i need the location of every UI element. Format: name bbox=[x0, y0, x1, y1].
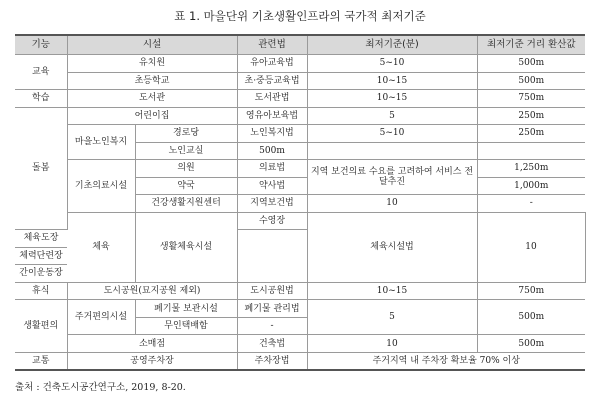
source-note: 출처 : 건축도시공간연구소, 2019, 8-20. bbox=[15, 382, 186, 393]
law-cell: 도서관법 bbox=[237, 90, 307, 108]
function-cell: 생활편의 bbox=[15, 300, 67, 353]
dist-cell: 750m bbox=[477, 90, 585, 108]
min-cell: 10~15 bbox=[307, 90, 477, 108]
dist-cell: 1,250m bbox=[477, 160, 585, 178]
table-row bbox=[15, 55, 585, 73]
function-cell: 돌봄 bbox=[15, 107, 67, 230]
facility-cell: 체력단련장 bbox=[15, 247, 67, 265]
dist-cell: 500m bbox=[477, 335, 585, 353]
table-row bbox=[15, 282, 585, 300]
law-cell: 도시공원법 bbox=[237, 282, 307, 300]
facility-cell: 의원 bbox=[135, 160, 237, 178]
min-cell: 5~10 bbox=[307, 55, 477, 73]
table-row bbox=[15, 212, 585, 230]
table-row bbox=[15, 125, 585, 143]
facility-cell: 유치원 bbox=[67, 55, 237, 73]
law-cell: 의료법 bbox=[237, 160, 307, 178]
facility-cell: 수영장 bbox=[237, 212, 307, 230]
table-row bbox=[15, 90, 585, 108]
min-note-cell: 지역 보건의료 수요를 고려하여 서비스 전달추진 bbox=[307, 160, 477, 195]
law-cell: 노인복지법 bbox=[237, 125, 307, 143]
dist-cell: 1,000m bbox=[477, 177, 585, 195]
law-cell: - bbox=[237, 317, 307, 335]
facility-cell: 노인교실 bbox=[135, 142, 237, 160]
dist-cell: 750m bbox=[477, 282, 585, 300]
law-cell: 주차장법 bbox=[237, 352, 307, 370]
group-cell: 주거편의시설 bbox=[67, 300, 135, 335]
min-cell: 주거지역 내 주차장 확보율 70% 이상 bbox=[307, 352, 585, 370]
header-distance: 최저기준 거리 환산값 bbox=[477, 35, 585, 55]
header-min-standard: 최저기준(분) bbox=[307, 35, 477, 55]
group-cell: 기초의료시설 bbox=[67, 160, 135, 213]
function-cell: 휴식 bbox=[15, 282, 67, 300]
function-cell: 교육 bbox=[15, 55, 67, 90]
min-cell: 5 bbox=[307, 300, 477, 335]
dist-cell bbox=[477, 142, 585, 160]
dist-cell: 500m bbox=[477, 55, 585, 73]
facility-cell: 소매점 bbox=[67, 335, 237, 353]
law-cell: 폐기물 관리법 bbox=[237, 300, 307, 318]
facility-cell: 폐기물 보관시설 bbox=[135, 300, 237, 318]
table-row bbox=[15, 335, 585, 353]
law-cell: 500m bbox=[237, 142, 307, 160]
facility-cell: 무인택배함 bbox=[135, 317, 237, 335]
facility-cell: 초등학교 bbox=[67, 72, 237, 90]
facility-cell: 도서관 bbox=[67, 90, 237, 108]
group-cell: 생활체육시설 bbox=[135, 212, 237, 282]
table-row bbox=[15, 72, 585, 90]
min-cell: 10 bbox=[477, 212, 585, 282]
facility-cell: 체육도장 bbox=[15, 230, 67, 248]
facility-cell: 간이운동장 bbox=[15, 265, 67, 283]
header-function: 기능 bbox=[15, 35, 67, 55]
function-cell: 교통 bbox=[15, 352, 67, 370]
function-cell: 학습 bbox=[15, 90, 67, 108]
group-cell: 마을노인복지 bbox=[67, 125, 135, 160]
dist-cell: 500m bbox=[477, 72, 585, 90]
facility-cell: 경로당 bbox=[135, 125, 237, 143]
table-row bbox=[15, 352, 585, 370]
law-cell: 초·중등교육법 bbox=[237, 72, 307, 90]
min-cell: 10 bbox=[307, 195, 477, 213]
law-cell: 건축법 bbox=[237, 335, 307, 353]
function-cell: 체육 bbox=[67, 212, 135, 282]
dist-cell: 250m bbox=[477, 107, 585, 125]
dist-cell: 500m bbox=[477, 300, 585, 335]
dist-cell: 250m bbox=[477, 125, 585, 143]
min-cell: 10~15 bbox=[307, 72, 477, 90]
law-cell: 약사법 bbox=[237, 177, 307, 195]
min-cell: 5 bbox=[307, 107, 477, 125]
header-facility: 시설 bbox=[67, 35, 237, 55]
table-row bbox=[15, 160, 585, 178]
law-cell: 체육시설법 bbox=[307, 212, 477, 282]
min-cell: 10~15 bbox=[307, 282, 477, 300]
law-cell: 영유아보육법 bbox=[237, 107, 307, 125]
table-title: 표 1. 마을단위 기초생활인프라의 국가적 최저기준 bbox=[174, 9, 426, 23]
dist-cell: - bbox=[477, 195, 585, 213]
min-cell: 5~10 bbox=[307, 125, 477, 143]
facility-cell: 건강생활지원센터 bbox=[135, 195, 237, 213]
min-cell bbox=[307, 142, 477, 160]
min-cell: 10 bbox=[307, 335, 477, 353]
infrastructure-table bbox=[15, 34, 585, 371]
facility-cell: 공영주차장 bbox=[67, 352, 237, 370]
table-row bbox=[15, 300, 585, 318]
facility-cell: 약국 bbox=[135, 177, 237, 195]
table-row bbox=[15, 107, 585, 125]
facility-cell: 어린이집 bbox=[67, 107, 237, 125]
law-cell: 유아교육법 bbox=[237, 55, 307, 73]
facility-cell: 도시공원(묘지공원 제외) bbox=[67, 282, 237, 300]
header-law: 관련법 bbox=[237, 35, 307, 55]
law-cell: 지역보건법 bbox=[237, 195, 307, 213]
header-row bbox=[15, 35, 585, 55]
